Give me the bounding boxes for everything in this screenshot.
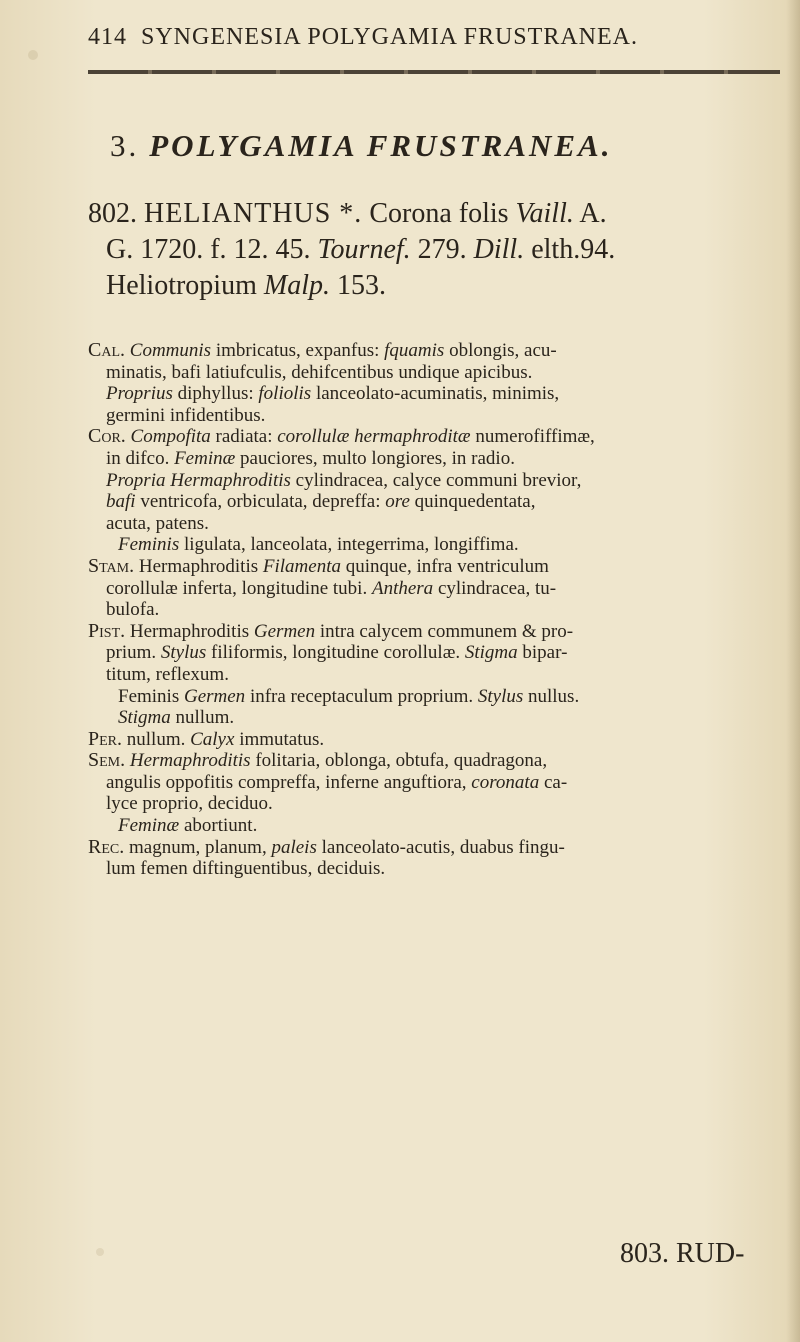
- pericarp-paragraph: [88, 729, 788, 751]
- text: immutatus.: [239, 728, 325, 750]
- term: Feminæ: [118, 815, 180, 837]
- calyx-paragraph: [88, 340, 788, 426]
- part-label: Sem.: [88, 749, 126, 772]
- text: cylindracea, tu-: [437, 577, 557, 599]
- text: corollulæ inferta, longitudine tubi.: [106, 577, 368, 599]
- text: Hermaphroditis: [138, 555, 259, 577]
- genus-text: Corona folis: [369, 198, 509, 229]
- text: in difco.: [106, 447, 170, 469]
- text: lanceolato-acuminatis, minimis,: [315, 383, 560, 405]
- text: nullum.: [126, 728, 186, 750]
- text: radiata:: [215, 426, 273, 448]
- text: ligulata, lanceolata, integerrima, longiffima.: [183, 534, 519, 556]
- term: Germen: [183, 685, 246, 707]
- term: Feminæ: [174, 447, 236, 469]
- term: Propria: [106, 469, 166, 491]
- page-edge-shadow: [786, 0, 800, 1342]
- text: Feminis: [118, 685, 180, 707]
- term: Compofita: [130, 426, 211, 448]
- text: nullus.: [528, 685, 580, 707]
- term: foliolis: [258, 383, 312, 405]
- running-title: SYNGENESIA POLYGAMIA FRUSTRANEA.: [141, 24, 638, 50]
- text: abortiunt.: [183, 815, 258, 837]
- term: Feminis: [118, 534, 180, 556]
- term: Communis: [129, 340, 212, 361]
- term: corollulæ hermaphroditæ: [277, 426, 471, 448]
- text: lum femen diftinguentibus, deciduis.: [106, 858, 386, 880]
- text: filiformis, longitudine corollulæ.: [211, 642, 461, 664]
- text: pauciores, multo longiores, in radio.: [240, 447, 515, 469]
- text: acuta, patens.: [106, 512, 209, 534]
- genus-text: elth.94.: [531, 234, 616, 265]
- part-label: Rec.: [88, 835, 125, 858]
- term: Hermaphroditis: [129, 750, 251, 772]
- text: prium.: [106, 642, 157, 664]
- term: Hermaphroditis: [170, 469, 291, 491]
- text: numerofiffimæ,: [475, 426, 595, 448]
- text: cylindracea, calyce communi brevior,: [295, 469, 582, 491]
- text: nullum.: [175, 707, 235, 729]
- term: Stigma: [464, 642, 518, 664]
- header-rule: [88, 70, 780, 74]
- term: ore: [385, 491, 410, 513]
- term: Stigma: [118, 707, 171, 729]
- text: lanceolato-acutis, duabus fingu-: [321, 836, 565, 858]
- term: bafi: [106, 491, 136, 513]
- part-label: Cor.: [88, 425, 126, 448]
- description-body: [88, 340, 788, 880]
- stain: [28, 50, 38, 60]
- citation-author: Vaill.: [515, 198, 574, 229]
- genus-line-3: [88, 268, 788, 304]
- term: Stylus: [477, 685, 524, 707]
- term: Anthera: [371, 577, 434, 599]
- section-number: 3.: [110, 128, 140, 163]
- section-title: POLYGAMIA FRUSTRANEA.: [149, 128, 613, 163]
- genus-text: 153.: [336, 270, 386, 301]
- term: fquamis: [384, 340, 445, 361]
- text: bipar-: [522, 642, 568, 664]
- genus-entry: [88, 196, 788, 304]
- text: Hermaphroditis: [129, 620, 250, 642]
- text: titum, reflexum.: [106, 663, 229, 685]
- text: angulis oppofitis compreffa, inferne anguftiora,: [106, 771, 467, 793]
- seed-paragraph: [88, 750, 788, 836]
- text: intra calycem communem & pro-: [319, 620, 574, 642]
- term: coronata: [471, 771, 540, 793]
- genus-text: A.: [579, 198, 607, 229]
- genus-text: G. 1720. f. 12. 45.: [106, 234, 311, 265]
- stain: [96, 1248, 104, 1256]
- text: magnum, planum,: [128, 836, 267, 858]
- genus-line-1: [88, 196, 788, 232]
- stamen-paragraph: [88, 556, 788, 621]
- text: quinque, infra ventriculum: [345, 555, 549, 577]
- part-label: Pist.: [88, 619, 126, 642]
- text: bulofa.: [106, 599, 160, 621]
- text: lyce proprio, deciduo.: [106, 793, 273, 815]
- section-heading: [110, 128, 790, 164]
- term: Calyx: [190, 728, 235, 750]
- corolla-paragraph: [88, 426, 788, 556]
- text: imbricatus, expanfus:: [215, 340, 380, 361]
- genus-text: 279.: [417, 234, 467, 265]
- citation-author: Dill.: [473, 234, 525, 265]
- text: minatis, bafi latiufculis, dehifcentibus undique apicibus.: [106, 361, 533, 383]
- catchword: 803. RUD-: [620, 1238, 745, 1269]
- text: diphyllus:: [177, 383, 254, 405]
- genus-text: Heliotropium: [106, 270, 257, 301]
- text: germini infidentibus.: [106, 404, 266, 426]
- text: folitaria, oblonga, obtufa, quadragona,: [255, 750, 548, 772]
- part-label: Stam.: [88, 554, 135, 577]
- text: ventricofa, orbiculata, depreffa:: [140, 491, 381, 513]
- citation-author: Malp.: [263, 270, 330, 301]
- term: Germen: [253, 620, 316, 642]
- page-number: 414: [88, 24, 127, 50]
- term: Proprius: [106, 383, 173, 405]
- genus-number: 802.: [88, 198, 137, 229]
- pistil-paragraph: [88, 621, 788, 729]
- text: quinquedentata,: [414, 491, 536, 513]
- text: oblongis, acu-: [449, 340, 557, 361]
- part-label: Per.: [88, 727, 123, 750]
- term: Stylus: [160, 642, 207, 664]
- receptacle-paragraph: [88, 837, 788, 880]
- term: paleis: [271, 836, 317, 858]
- running-head: [88, 24, 728, 51]
- part-label: Cal.: [88, 339, 126, 361]
- citation-author: Tournef.: [317, 234, 411, 265]
- genus-line-2: [88, 232, 788, 268]
- term: Filamenta: [262, 555, 341, 577]
- text: ca-: [543, 771, 568, 793]
- text: infra receptaculum proprium.: [249, 685, 474, 707]
- genus-name: HELIANTHUS *.: [144, 198, 363, 229]
